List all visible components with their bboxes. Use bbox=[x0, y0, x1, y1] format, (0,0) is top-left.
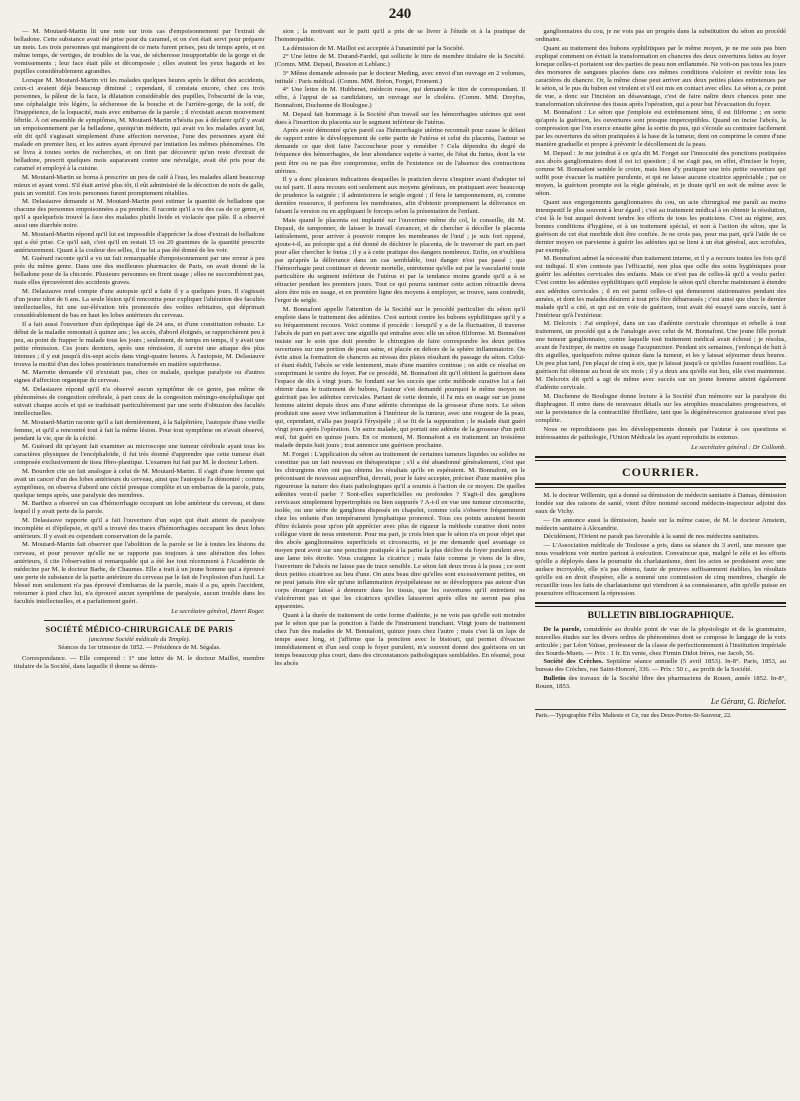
bulletin-item bbox=[535, 626, 786, 658]
bulletin-item bbox=[535, 658, 786, 674]
paragraph: M. Bonnafont appelle l'attention de la Société sur le procédé particulier du séton qu'il emploie dans le traitement des adénites. C'est surtout contre les bubons syphilitiques qu'il y a eu fréquemment recours. Voici comme il procède : lorsqu'il y a de la fluctuation, il traverse l'abcès de part en part avec une aiguille qui entraîne avec elle un séton filiforme. M. Bonnafont insiste sur le soin que doit prendre le chirurgien de faire correspondre les deux petites ouvertures sur une portion de peau saine, et placée en dehors de la sphère inflammatoire. On évite ainsi la formation de chancres au niveau des plaies résultant du passage du séton. Celui-ci étant établi, l'abcès se vide lentement, mais d'une manière continue ; on aide ce résultat en comprimant le centre du foyer. Par ce procédé, M. Bonnafont dit qu'il obtient la guérison dans l'espace de dix à vingt jours. Se fondant sur les succès que cette méthode curative lui a fait obtenir dans le traitement de bubons, l'auteur s'est demandé pourquoi le même moyen ne guérirait pas les adénites cervicales. Partant de cette donnée, il l'a mis en usage sur un jeune homme atteint depuis deux ans d'une adénite chronique de la grosseur d'une noix. Le séton produisit une assez vive inflammation à l'intérieur de la tumeur, avec une rougeur de la peau, qui, cependant, n'alla pas jusqu'à l'érysipèle ; il se fit de la suppuration ; le malade était guéri vingt jours après l'opération. Un autre malade, qui portait une adénite de la grosseur d'un petit œuf, fut guéri en quinze jours. En ce moment, M. Bonnafont a en traitement un troisième malade depuis huit jours ; tout annonce une guérison prochaine. bbox=[274, 305, 526, 450]
paragraph: — M. Moutard-Martin lit une note sur trois cas d'empoisonnement par l'extrait de belladone. Cette substance avait été prise pour du caramel, et on s'en était servi pour préparer un mets. Les trois personnes qui mangèrent de ce mets furent prises, peu de temps après, et en même temps, de vertiges, de troubles de la vue, de sécheresse insupportable de la gorge et de vomissements ; leur face était pâle et décomposée ; elles avaient les yeux hagards et les pupilles considérablement agrandies. bbox=[14, 28, 265, 76]
paragraph: M. Moutard-Martin raconte qu'il a fait dernièrement, à la Salpêtrière, l'autopsie d'une vieille femme, et qu'il a rencontré tout à fait la même lésion. Pour tout symptôme on n'avait observé, pendant la vie, que de la cécité. bbox=[14, 418, 265, 442]
paragraph: M. Delasiauve rapporte qu'il a fait l'ouverture d'un sujet qui était atteint de paralysie incomplète et d'épilepsie, et qu'il a trouvé des traces d'hémorrhagies occupant les deux lobes antérieurs. Il y avait eu cependant conservation de la parole. bbox=[14, 516, 265, 540]
paragraph: M. Guérard dit qu'ayant fait examiner au microscope une tumeur cérébrale ayant tous les caractères physiques de l'encéphaloïde, il fut très étonné d'apprendre que cette tumeur était composée exclusivement de tissu fibro-plastique. L'examen fut fait par M. le docteur Lebert. bbox=[14, 443, 265, 467]
society-title: SOCIÉTÉ MÉDICO-CHIRURGICALE DE PARIS bbox=[45, 624, 233, 634]
paragraph: sion ; la motivant sur le parti qu'il a pris de se livrer à l'étude et à la pratique de l'homœopathie. bbox=[274, 28, 526, 44]
middle-column bbox=[275, 28, 526, 1094]
society-sessions: Séances du 1er trimestre de 1852. — Présidence de M. Ségalas. bbox=[57, 644, 221, 652]
section-rule bbox=[535, 456, 786, 461]
bulletin-item-title: De la parole, bbox=[543, 625, 582, 633]
right-column bbox=[535, 28, 786, 1094]
paragraph: 4° Une lettre de M. Hubbenet, médecin russe, qui demande le titre de correspondant. Il offre, à l'appui de sa candidature, un ouvrage sur le choléra. (Comm. MM. Dreyfus, Bonnafont, Duchenne de Boulogne.) bbox=[274, 86, 526, 110]
bulletin-title: BULLETIN BIBLIOGRAPHIQUE. bbox=[587, 611, 734, 622]
paragraph: Il a fait aussi l'ouverture d'un épileptique âgé de 24 ans, et d'une constitution robuste. Le début de la maladie remontait à quinze ans ; les accès, d'abord éloignés, se rapprochèrent peu à peu, au point de frapper le malade tous les jours ; seulement, de temps en temps, il y avait une petite rémission. Ces jours derniers, après une rémission, il survint une attaque des plus intenses ; il y eut jusqu'à dix-sept accès dans vingt-quatre heures. À l'autopsie, M. Delasiauve trouva la moitié d'un des lobes postérieurs transformée en matière squirrheuse. bbox=[14, 320, 265, 368]
paragraph: M. Marrotte demande s'il n'existait pas, chez ce malade, quelque paralysie ou d'autres signes d'affection organique du cerveau. bbox=[14, 369, 265, 385]
secretary-signature: Le secrétaire général, Henri Roger. bbox=[171, 607, 265, 615]
paragraph: Quant au traitement des bubons syphilitiques par le même moyen, je ne me suis pas bien expliqué comment on évitait la transformation en chancres des deux ouvertures faites au foyer lorsque celles-ci portaient sur des parties de peau non enflammée. Ne voit-on pas tous les jours des morsures de sangsues placées dans ces mêmes conditions s'ulcérer et revêtir tous les caractères du chancre. Or, la même chose peut arriver aux deux petites plaies entretenues par le séton, si le pus du bubon est virulent et s'il est mis en contact avec elles. Le séton a, ce point de vue, a donc sur l'incision un désavantage, c'est de faire naître deux chances pour une transformation ulcéreuse des tissus après l'opération, qui a pour but l'évacuation du foyer. bbox=[535, 44, 787, 108]
paragraph: 2° Une lettre de M. Durand-Fardel, qui sollicite le titre de membre titulaire de la Société. (Comm. MM. Depaul, Bossion et Leblanc.) bbox=[274, 53, 526, 69]
paragraph: M. Forget : L'application du séton au traitement de certaines tumeurs liquides ou solides ne constitue pas un fait nouveau en thérapeutique ; s'il a été abandonné généralement, c'est que les chirurgiens n'en ont pas obtenu les résultats qu'ils en espéraient. M. Bonnafont, en le préconisant de nouveau aujourd'hui, devrait, pour le faire accepter, préciser d'une manière plus rigoureuse la nature des états pathologiques qu'il a soumis à l'action de ce moyen. De quelles adénites veut-il parler ? Sont-elles superficielles ou profondes ? S'agit-il des ganglions cervicaux simplement hypertrophiés ou bien suppurés ? A-t-il en vue une tumeur circonscrite, isolée, ou une série de ganglions disposés en chapelet, comme cela s'observe fréquemment chez les enfants d'un tempérament lymphatique prononcé. Tous ces points auraient besoin d'être éclairés pour qu'on pût apprécier avec plus de rigueur la méthode curative dont notre collègue vient de nous entretenir. Pour ma part, je crois bien que le séton n'a en pour objet que des abcès ganglionnaires superficiels et circonscrits, et je me demande quel avantage ce moyen peut avoir sur une ponction pratiquée à la partie la plus déclive du foyer purulent avec une lame très étroite. Vous craignez la cicatrice ; mais faite comme je viens de le dire, l'ouverture de l'abcès ne laisse pas de trace sensible. Le séton fait deux trous à la peau ; ce sont deux petites cicatrices au lieu d'une. On aura beau dire qu'elles sont excessivement petites, on ne peut jamais être sûr qu'une inflammation érysipélateuse ne se développera pas autour d'un corps étranger laissé à demeure dans les tissus, que les ouvertures qu'il entretient ne s'ulcéreront pas et que les cicatrices qu'elles laisseront après elles ne seront pas plus apparentes. bbox=[274, 450, 526, 611]
bulletin-item-title: Société des Crèches. bbox=[543, 658, 604, 666]
paragraph: M. Moutard-Martin fait observer que l'abolition de la parole se lie à toutes les lésions du cerveau, et pour prouver qu'elle ne se rapporte pas toujours à une altération des lobes antérieurs, il cite l'observation si remarquable qui a été lue tout récemment à l'Académie de médecine par M. le docteur Barbe, de Chaumes. Elle a trait à un jeune homme qui a éprouvé une perte de substance de la partie antérieure du cerveau par le fait de l'explosion d'un fusil. Le blessé non seulement n'a pas éprouvé d'embarras de la parole, mais il a pu, après l'accident, retourner à pied chez lui, n'a éprouvé aucun symptôme de paralysie, aucun trouble dans les facultés intellectuelles, et a parfaitement guéri. bbox=[14, 541, 265, 605]
paragraph: Mais quand le placenta est implanté sur l'ouverture même du col, le conseille, dit M. Depaul, de tamponner, de laisser le travail s'avancer, et de chercher à décoller le placenta latéralement, pour arriver à pouvoir rompre les membranes de l'œuf ; je suis fort opposé, ajoute-t-il, au précepte qui a été donné de déchirer le placenta, de le traverser de part en part pour aller chercher le fœtus ; il y a à cette pratique des dangers nombreux. Enfin, on n'oubliera pas qu'après la délivrance dans un cas semblable, tout danger n'est pas passé ; que l'hémorrhagie peut continuer et devenir mortelle, entretenue qu'elle est par la vascularité toute particulière du segment inférieur de l'utérus et par la tendance moins grande qu'il a à se rétracter pendant les premiers jours. Tout ce qui pourra ranimer cette action rétractile devra alors être mis en usage, et en première ligne des moyens à employer, se trouve, sans contredit, l'ergot de seigle. bbox=[274, 216, 526, 305]
bulletin-item-title: Bulletin bbox=[543, 674, 566, 682]
paragraph: Nous ne reproduisons pas les développements donnés par l'auteur à ces questions si intéressantes de pathologie, l'Union Médicale les ayant reproduits in extenso. bbox=[535, 425, 787, 441]
paragraph: Correspondance. — Elle comprend : 1° une lettre de M. le docteur Maillot, membre titulaire de la Société, dans laquelle il donne sa démis- bbox=[14, 655, 265, 671]
paragraph: Quant à la durée de traitement de cette forme d'adénite, je ne vois pas qu'elle soit moindre par le séton que par la ponction à l'aide de l'instrument tranchant. Vingt jours de traitement chez l'un des malades de M. Bonnafont, quinze jours chez l'autre ; mais c'est là un laps de temps assez long, et j'affirme que la ponction avec le bistouri, qui permet d'évacuer immédiatement et d'un seul coup le foyer purulent, m'a souvent donné des guérisons en un temps beaucoup plus court, dans des circonstances pathologiques semblables. En résumé, pour les abcès bbox=[274, 611, 526, 667]
paragraph: ganglionnaires du cou, je ne vois pas un progrès dans la substitution du séton au procédé ordinaire. bbox=[535, 28, 787, 44]
paragraph: M. Moutard-Martin se borna à prescrire un peu de café à l'eau, les malades allant beaucoup mieux et ayant vomi. S'il était arrivé plus tôt, il eût administré de la décoction de noix de galle, puis un vomitif. Ces trois personnes furent promptement rétablies. bbox=[14, 173, 265, 197]
bulletin-item-text: des travaux de la Société libre des pharmaciens de Rouen, année 1852. In-8°, Rouen, 1853. bbox=[535, 674, 787, 690]
paragraph: M. Bourdon cite un fait analogue à celui de M. Moutard-Martin. Il s'agit d'une femme qui avait un cancer d'un des lobes antérieurs du cerveau, ainsi que l'autopsie l'a démontré ; comme symptômes, on observa d'abord une cécité presque complète et un embarras de la parole, puis, quelque temps après, une paralysie des membres. bbox=[14, 467, 265, 499]
paragraph: M. Delasiauve demande si M. Moutard-Martin peut estimer la quantité de belladone que chacune des personnes empoisonnées a pu prendre. Il raconte qu'il a vu des cas de ce genre, et qu'il a quelquefois trouvé la face des malades plutôt livide et violacée que pâle. Il a observé aussi une diarrhée noire. bbox=[14, 198, 265, 230]
paragraph: Après avoir démontré qu'en pareil cas l'hémorrhagie utérine reconnaît pour cause le défaut de rapport entre le développement de cette partie de l'utérus et celui du placenta, l'auteur se demande ce que doit faire l'accoucheur pour y remédier ? Cela dépendra du degré de fréquence des hémorrhagies, de leur abondance sujette à varier, de l'état du fœtus, dont la vie peut être ou ne pas être compromise, enfin de l'existence ou de l'absence des contractions utérines. bbox=[274, 127, 526, 175]
bulletin-item bbox=[535, 675, 786, 691]
paragraph: M. Depaul : Je me joindrai à ce qu'a dit M. Forget sur l'innocuité des ponctions pratiquées aux abcès ganglionnaires dont il est ici question ; il ne s'agit pas, en effet, d'inciser le foyer, comme M. Bonnafont semble le croire, mais bien d'y pratiquer une très petite ouverture qui suffit pour évacuer la matière purulente, et qui ne laisse aucune cicatrice appréciable ; par ce moyen, la guérison prompte est la règle générale, et je doute qu'il en soit de même avec le séton. bbox=[535, 149, 787, 198]
section-rule bbox=[535, 483, 786, 488]
left-column bbox=[14, 28, 265, 1094]
paragraph: M. Delasiauve répond qu'il n'a observé aucun symptôme de ce genre, pas même de phénomènes de congestion cérébrale, à part ceux de la congestion méningo-encéphalique qui suivait chaque accès et qui se traduisait particulièrement par une sorte d'obtusion des facultés intellectuelles. bbox=[14, 385, 265, 417]
paragraph: Lorsque M. Moutard-Martin vit les malades quelques heures après le début des accidents, ceux-ci avaient déjà beaucoup diminué ; cependant, il constata encore, chez ces trois personnes, la pâleur de la face, la dilatation considérable des pupilles, l'obscurité de la vue, une céphalalgie très légère, la sécheresse de la bouche et de l'arrière-gorge, de la soif, de l'inappétence, de la loquacité, mais avec embarras de la parole ; il n'existait aucun mouvement fébrile. À cet ensemble de symptômes, M. Moutard-Martin n'hésita pas à déclarer qu'il y avait un empoisonnement par la belladone, quoiqu'un médecin, qui avait vu les malades avant lui, eût dit qu'il s'agissait simplement d'une affection nerveuse, l'une des personnes ayant été malade en premier lieu, et les autres ayant éprouvé par imitation les mêmes phénomènes. On se livra à toutes sortes de recherches, et on finit par découvrir qu'un reste d'extrait de belladone, prescrit quelques mois auparavant contre une névralgie, avait été pris pour du caramel et employé à la cuisine. bbox=[14, 76, 265, 173]
society-subtitle: (ancienne Société médicale du Temple). bbox=[88, 635, 191, 643]
paragraph: — L'Association médicale de Toulouse a pris, dans sa séance du 3 avril, une mesure que nous voudrions voir mettre partout à exécution. Convaincue que, malgré le zèle et les efforts qu'elle a déployés dans la poursuite du charlatanisme, dont les actes se produisent avec une audace incroyable, elle n'a pas obtenu, faute de preuves suffisamment établies, les résultats qu'elle est en droit d'espérer, elle a nommé une commission de cinq membres, chargée de recueillir tous les faits de charlatanisme qui viendront à sa connaissance, afin qu'elle puisse en poursuivre efficacement la répression. bbox=[535, 541, 787, 598]
paragraph: M. Delcroix : J'ai employé, dans un cas d'adénite cervicale chronique et rebelle à tout traitement, un procédé qui a de l'analogie avec celui de M. Bonnafont. Une jeune fille portait une tumeur ganglionnaire, contre laquelle tout traitement médical avait échoué ; je résolus, avant de l'extirper, de mettre en usage l'acupuncture. Pendant six semaines, j'enfonçai de huit à dix aiguilles, quelquefois même quinze dans la tumeur, et les y laissai séjourner deux heures. Un peu plus tard, j'en plaçai de cinq à six, que je laissai jusqu'à ce qu'elles fussent rouillées. La guérison fut obtenue au bout de six mois ; il y a deux ans qu'elle eut lieu, elle s'est maintenue. M. Delcroix dit qu'il a agi de même avec succès sur un jeune homme atteint également d'adénite cervicale. bbox=[535, 320, 787, 392]
paragraph: M. Bonnafont : Le séton que j'emploie est extrêmement ténu, il est filiforme ; en sorte qu'après la guérison, les ouvertures sont presque imperceptibles. Quand on incise l'abcès, la compression que l'on exerce ensuite gêne la sortie du pus, qui s'écoule au contraire facilement par les ouvertures du séton pratiquées à la base de la tumeur, dont on comprime le centre d'une manière graduelle et propre à prévenir le décollement de la peau. bbox=[535, 109, 787, 149]
section-divider bbox=[44, 620, 235, 621]
paragraph: M. Duchenne de Boulogne donne lecture à la Société d'un mémoire sur la paralysie du diaphragme. Il entre dans de nouveaux détails sur les atrophies musculaires progressives, et sur la persistance de la contractilité fibrillaire, tant que la dégénérescence graisseuse n'est pas complète. bbox=[535, 392, 787, 424]
page-number: 240 bbox=[388, 6, 412, 22]
paragraph: M. Guérard raconte qu'il a vu un fait remarquable d'empoisonnement par une erreur à peu près du même genre. Dans une des meilleures pharmacies de Paris, on avait donné de la belladone pour de la chicorée. Plusieurs personnes en firent usage ; elles ne succombèrent pas, mais elles éprouvèrent des accidents graves. bbox=[14, 255, 265, 287]
paragraph: M. Depaul fait hommage à la Société d'un travail sur les hémorrhagies utérines qui sont dues à l'insertion du placenta sur le segment inférieur de l'utérus. bbox=[274, 110, 526, 126]
secretary-signature: Le secrétaire général : Dr Collomb. bbox=[691, 443, 787, 451]
paragraph: M. le docteur Willemin, qui a donné sa démission de médecin sanitaire à Damas, démission fondée sur des raisons de santé, vient d'être nommé second médecin-inspecteur adjoint des eaux de Vichy. bbox=[535, 492, 787, 516]
paragraph: M. Delasiauve rend compte d'une autopsie qu'il a faite il y a quelques jours. Il s'agissait d'un jeune idiot de 6 ans. La seule lésion qu'il rencontra pour expliquer l'altération des facultés intellectuelles, fut une sur-élévation très prononcée des voûtes orbitaires, qui déprimait considérablement de bas en haut les lobes antérieurs du cerveau. bbox=[14, 288, 265, 320]
columns bbox=[14, 28, 786, 1094]
paragraph: M. Barthez a observé un cas d'hémorrhagie occupant un lobe antérieur du cerveau, et dans lequel il y avait perte de la parole. bbox=[14, 500, 265, 516]
printer-imprint: Paris.—Typographie Félix Malteste et Ce, rue des Deux-Portes-St-Sauveur, 22. bbox=[535, 709, 786, 720]
paragraph: La démission de M. Maillot est acceptée à l'unanimité par la Société. bbox=[282, 44, 465, 52]
gerant-signature: Le Gérant, G. Richelot. bbox=[710, 696, 787, 706]
paragraph: Quant aux engorgements ganglionnaires du cou, un acte chirurgical me paraît au moins intempestif le plus souvent à leur égard ; c'est au traitement médical à en obtenir la résolution, c'est là le but auquel doivent tendre les efforts de tous les praticiens. C'est au régime, aux bonnes conditions d'hygiène, et à un traitement spécial, et non à l'action du séton, que la guérison de cet état morbide doit être confiée. Je ne crois pas, pour ma part, qu'à l'aide de ce dernier moyen on parvienne à guérir les adénites qui se lient à un état général, aux scrofules, par exemple. bbox=[535, 198, 787, 254]
paragraph: M. Moutard-Martin répond qu'il lui est impossible d'apprécier la dose d'extrait de belladone qui a été prise. Ce qu'il sait, c'est qu'il en restait 15 ou 20 grammes de la quantité prescrite antérieurement. Quant à la couleur des selles, il ne lui a pas été donné de les voir. bbox=[14, 230, 265, 254]
paragraph: M. Bonnafont admet la nécessité d'un traitement interne, et il y a recours toutes les fois qu'il est indiqué. Il n'en conteste pas l'efficacité, non plus que celle des soins hygiéniques pour guérir les adénites cervicales des enfants. Mais ce n'est pas de celles-là qu'il a voulu parler. C'est contre les adénites syphilitiques qu'il emploie le séton qu'il cherche maintenant à étendre aux adénites cervicales ; il en est parmi celles-ci qui demeurent stationnaires pendant des années, et dont les malades désirent à tout prix être débarrassés ; c'est ainsi que chez le dernier malade qu'il a cité, et qui est en voie de guérison, tout avait été essayé sans succès, tant à l'intérieur qu'à l'extérieur. bbox=[535, 255, 787, 319]
section-rule bbox=[535, 602, 786, 607]
paragraph: — On annonce aussi la démission, basée sur la même cause, de M. le docteur Amstein, médecin sanitaire à Alexandrie. bbox=[535, 516, 787, 532]
paragraph: Il y a donc plusieurs indications desquelles le praticien devra s'inspirer avant d'adopter tel ou tel parti. Il aura recours soit seulement aux moyens généraux, en pratiquant avec beaucoup de prudence la saignée ; il administrera le seigle ergoté ; il fera le tamponnement, et, comme dernière ressource, il perforera les membranes, afin d'obtenir promptement la délivrance en faisant la version ou en appliquant le forceps selon la présentation de l'enfant. bbox=[274, 176, 526, 216]
bulletin-item-text: Septième séance annuelle (5 avril 1853). In-8°. Paris, 1853, au bureau des Crèches, rue Saint-Honoré, 336. — Prix : 50 c., au profit de la Société. bbox=[535, 658, 787, 674]
bulletin-item-text: considérée au double point de vue de la physiologie et de la grammaire, nouvelles études sur les divers ordres de phénomènes dont se compose le langage de la voix articulée ; par Léon Vaïsse, professeur de la classe de perfectionnement à l'institution impériale des Sourds-Muets. — Prix : 1 fr. En vente, chez Firmin Didot frères, rue Jacob, 56. bbox=[535, 625, 787, 657]
paragraph: Décidément, l'Orient ne paraît pas favorable à la santé de nos médecins sanitaires. bbox=[543, 533, 760, 541]
paragraph: 3° Même demande adressée par le docteur Meding, avec envoi d'un ouvrage en 2 volumes, intitulé : Paris médical. (Comm. MM. Bréon, Forget, Froment.) bbox=[274, 69, 526, 85]
courrier-title: COURRIER. bbox=[622, 464, 700, 479]
